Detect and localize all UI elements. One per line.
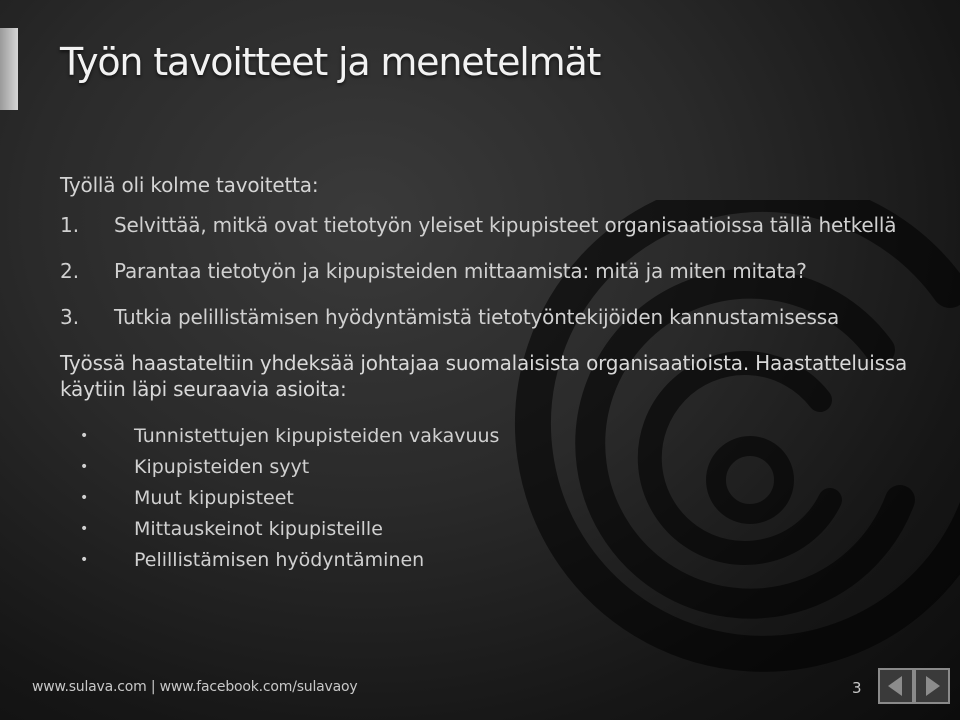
list-item <box>60 482 930 513</box>
goals-list <box>60 212 930 330</box>
interview-paragraph: Työssä haastateltiin yhdeksää johtajaa suomalaisista organisaatioista. Haastatteluissa käytiin läpi seuraavia asioita: <box>60 351 908 401</box>
bullet-icon: • <box>80 458 89 475</box>
goal-item <box>60 212 930 238</box>
goal-item <box>60 304 930 330</box>
footer-links: www.sulava.com | www.facebook.com/sulavaoy <box>32 679 358 695</box>
goal-text: Tutkia pelillistämisen hyödyntämistä tietotyöntekijöiden kannustamisessa <box>114 305 840 329</box>
slide-title: Työn tavoitteet ja menetelmät <box>60 40 601 84</box>
goal-number: 2. <box>60 259 80 283</box>
triangle-left-icon <box>880 670 912 702</box>
goal-number: 1. <box>60 213 80 237</box>
bullet-icon: • <box>80 427 89 444</box>
bullet-icon: • <box>80 489 89 506</box>
topic-text: Mittauskeinot kipupisteille <box>134 517 383 540</box>
list-item <box>60 420 930 451</box>
goal-number: 3. <box>60 305 80 329</box>
topic-text: Tunnistettujen kipupisteiden vakavuus <box>134 424 500 447</box>
goal-text: Parantaa tietotyön ja kipupisteiden mittaamista: mitä ja miten mitata? <box>114 259 807 283</box>
bullet-icon: • <box>80 551 89 568</box>
next-slide-button[interactable] <box>914 668 950 704</box>
topic-text: Kipupisteiden syyt <box>134 455 310 478</box>
goal-text: Selvittää, mitkä ovat tietotyön yleiset kipupisteet organisaatioissa tällä hetkellä <box>114 213 897 237</box>
title-accent-bar <box>0 28 18 110</box>
slide-body <box>60 172 930 575</box>
list-item <box>60 513 930 544</box>
page-number: 3 <box>852 679 862 697</box>
topic-text: Muut kipupisteet <box>134 486 294 509</box>
goal-item <box>60 258 930 284</box>
topics-list <box>60 420 930 575</box>
bullet-icon: • <box>80 520 89 537</box>
list-item <box>60 451 930 482</box>
list-item <box>60 544 930 575</box>
previous-slide-button[interactable] <box>878 668 914 704</box>
intro-text: Työllä oli kolme tavoitetta: <box>60 173 319 197</box>
triangle-right-icon <box>916 670 948 702</box>
topic-text: Pelillistämisen hyödyntäminen <box>134 548 425 571</box>
